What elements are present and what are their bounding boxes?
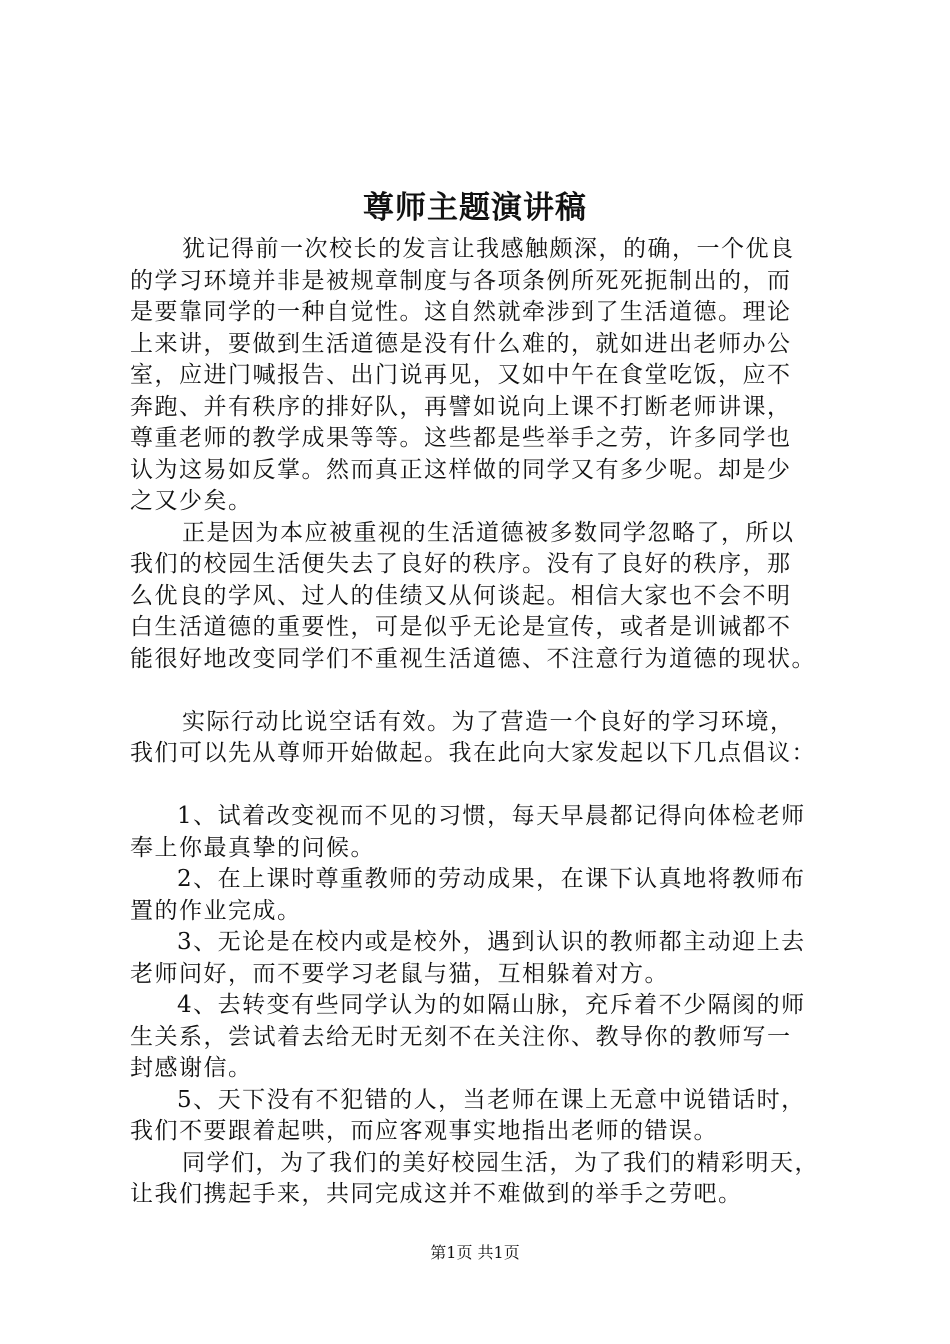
body-line: 能很好地改变同学们不重视生活道德、不注意行为道德的现状。 bbox=[130, 645, 816, 672]
proposal-item-line: 老师问好，而不要学习老鼠与猫，互相躲着对方。 bbox=[130, 960, 669, 987]
body-line: 犹记得前一次校长的发言让我感触颇深，的确，一个优良 bbox=[182, 236, 795, 262]
body-line: 尊重老师的教学成果等等。这些都是些举手之劳，许多同学也 bbox=[130, 425, 792, 451]
body-line: 正是因为本应被重视的生活道德被多数同学忽略了，所以 bbox=[182, 519, 795, 546]
body-line: 上来讲，要做到生活道德是没有什么难的，就如进出老师办公 bbox=[130, 330, 792, 357]
proposal-item-line: 3、无论是在校内或是校外，遇到认识的教师都主动迎上去 bbox=[177, 929, 806, 955]
proposal-item-line: 4、去转变有些同学认为的如隔山脉，充斥着不少隔阂的师 bbox=[177, 992, 806, 1018]
document-title: 尊师主题演讲稿 bbox=[363, 190, 587, 226]
body-line: 白生活道德的重要性，可是似乎无论是宣传，或者是训诫都不 bbox=[130, 614, 792, 640]
page-footer: 第1页 共1页 bbox=[430, 1243, 520, 1262]
body-line: 么优良的学风、过人的佳绩又从何谈起。相信大家也不会不明 bbox=[130, 582, 792, 609]
body-line: 奔跑、并有秩序的排好队，再譬如说向上课不打断老师讲课， bbox=[130, 393, 792, 420]
body-line: 我们可以先从尊师开始做起。我在此向大家发起以下几点倡议： bbox=[130, 740, 816, 766]
blank-line bbox=[130, 675, 830, 707]
body-line: 让我们携起手来，共同完成这并不难做到的举手之劳吧。 bbox=[130, 1181, 743, 1207]
body-line: 是要靠同学的一种自觉性。这自然就牵涉到了生活道德。理论 bbox=[130, 299, 792, 325]
proposal-item-line: 1、试着改变视而不见的习惯，每天早晨都记得向体检老师 bbox=[177, 803, 806, 829]
proposal-item-line: 置的作业完成。 bbox=[130, 897, 302, 924]
proposal-item-line: 我们不要跟着起哄，而应客观事实地指出老师的错误。 bbox=[130, 1118, 718, 1144]
proposal-item-line: 生关系，尝试着去给无时无刻不在关注你、教导你的教师写一 bbox=[130, 1023, 792, 1050]
body-line: 我们的校园生活便失去了良好的秩序。没有了良好的秩序，那 bbox=[130, 551, 792, 577]
blank-line bbox=[130, 770, 830, 802]
proposal-item-line: 2、在上课时尊重教师的劳动成果，在课下认真地将教师布 bbox=[177, 866, 806, 892]
proposal-item-line: 封感谢信。 bbox=[130, 1055, 253, 1081]
body-line: 同学们，为了我们的美好校园生活，为了我们的精彩明天， bbox=[182, 1149, 819, 1176]
body-line: 的学习环境并非是被规章制度与各项条例所死死扼制出的，而 bbox=[130, 267, 792, 294]
body-line: 之又少矣。 bbox=[130, 488, 253, 514]
document-body bbox=[130, 234, 830, 1211]
body-line: 实际行动比说空话有效。为了营造一个良好的学习环境， bbox=[182, 708, 795, 735]
proposal-item-line: 5、天下没有不犯错的人，当老师在课上无意中说错话时， bbox=[177, 1086, 806, 1113]
body-line: 室，应进门喊报告、出门说再见，又如中午在食堂吃饭，应不 bbox=[130, 362, 792, 388]
proposal-item-line: 奉上你最真挚的问候。 bbox=[130, 834, 375, 861]
body-line: 认为这易如反掌。然而真正这样做的同学又有多少呢。却是少 bbox=[130, 456, 792, 483]
